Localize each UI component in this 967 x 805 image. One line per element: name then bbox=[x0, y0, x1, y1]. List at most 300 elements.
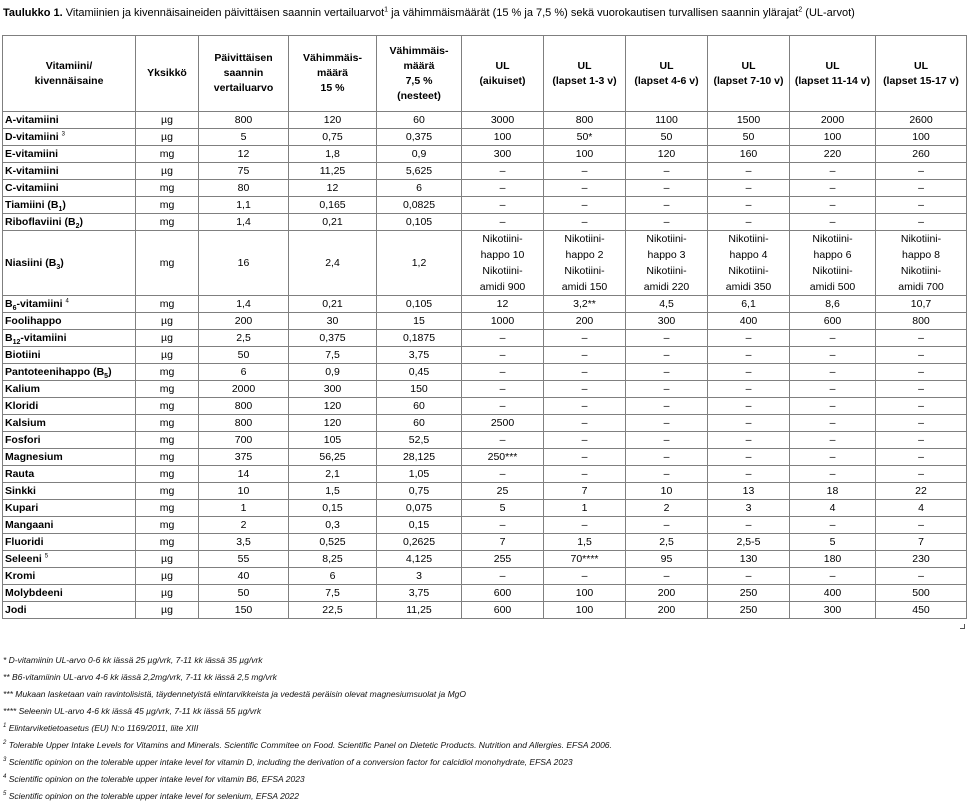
value-cell: 100 bbox=[544, 602, 626, 619]
unit-cell: mg bbox=[136, 231, 199, 296]
nutrient-name: Kloridi bbox=[5, 399, 39, 412]
unit-cell: µg bbox=[136, 602, 199, 619]
value-cell: 1000 bbox=[462, 313, 544, 330]
value-cell: 1,8 bbox=[289, 146, 377, 163]
column-header: Vähimmäis- määrä 7,5 % (nesteet) bbox=[377, 36, 462, 112]
value-cell: 2,1 bbox=[289, 466, 377, 483]
table-row bbox=[3, 129, 967, 146]
caption-label: Taulukko 1. bbox=[3, 7, 63, 19]
value-cell: 0,2625 bbox=[377, 534, 462, 551]
footnote bbox=[3, 754, 963, 771]
table-row bbox=[3, 534, 967, 551]
value-cell: – bbox=[876, 364, 967, 381]
value-cell: 300 bbox=[626, 313, 708, 330]
value-cell: – bbox=[626, 347, 708, 364]
table-row bbox=[3, 551, 967, 568]
column-header: UL (lapset 15-17 v) bbox=[876, 36, 967, 112]
value-cell: 60 bbox=[377, 415, 462, 432]
value-cell: – bbox=[876, 197, 967, 214]
unit-cell: µg bbox=[136, 551, 199, 568]
nutrient-table-container bbox=[2, 35, 967, 619]
value-cell: 25 bbox=[462, 483, 544, 500]
table-row bbox=[3, 214, 967, 231]
value-cell: 18 bbox=[790, 483, 876, 500]
footnote-number: 5 bbox=[3, 791, 7, 798]
footnote bbox=[3, 771, 963, 788]
nutrient-name-cell bbox=[3, 398, 136, 415]
value-cell: 70**** bbox=[544, 551, 626, 568]
table-row bbox=[3, 449, 967, 466]
nutrient-subscript: 12 bbox=[12, 338, 21, 346]
value-cell: 400 bbox=[790, 585, 876, 602]
nutrient-name-cell bbox=[3, 197, 136, 214]
footnote bbox=[3, 703, 963, 720]
nutrient-name: Magnesium bbox=[5, 450, 63, 463]
value-cell: 0,0825 bbox=[377, 197, 462, 214]
footnote-number: 4 bbox=[3, 774, 7, 781]
value-cell: – bbox=[544, 568, 626, 585]
value-cell: 0,075 bbox=[377, 500, 462, 517]
value-cell: 3 bbox=[708, 500, 790, 517]
value-cell: 10 bbox=[199, 483, 289, 500]
nutrient-name-tail: ) bbox=[108, 365, 112, 378]
value-cell: 200 bbox=[626, 585, 708, 602]
value-cell: 800 bbox=[199, 415, 289, 432]
value-cell: 2,5 bbox=[626, 534, 708, 551]
value-cell: – bbox=[626, 180, 708, 197]
value-cell: 600 bbox=[462, 585, 544, 602]
nutrient-name-cell bbox=[3, 534, 136, 551]
table-row bbox=[3, 112, 967, 129]
value-cell: 800 bbox=[544, 112, 626, 129]
nutrient-name-cell bbox=[3, 180, 136, 197]
footnote-text: Scientific opinion on the tolerable upper intake level for vitamin D, including the derivation of a conversion factor for calcidiol monohydrate, EFSA 2023 bbox=[8, 757, 573, 767]
unit-cell: mg bbox=[136, 466, 199, 483]
value-cell: 1100 bbox=[626, 112, 708, 129]
value-cell: 120 bbox=[289, 415, 377, 432]
table-row bbox=[3, 517, 967, 534]
value-cell: – bbox=[708, 347, 790, 364]
value-cell: – bbox=[626, 197, 708, 214]
value-cell: – bbox=[544, 163, 626, 180]
unit-cell: µg bbox=[136, 112, 199, 129]
nutrient-name: Foolihappo bbox=[5, 314, 62, 327]
value-cell: 250*** bbox=[462, 449, 544, 466]
value-cell: 0,375 bbox=[377, 129, 462, 146]
footnote-text: Scientific opinion on the tolerable upper intake level for vitamin B6, EFSA 2023 bbox=[8, 774, 305, 784]
value-cell: 600 bbox=[462, 602, 544, 619]
unit-cell: µg bbox=[136, 585, 199, 602]
column-header: Vitamiini/ kivennäisaine bbox=[3, 36, 136, 112]
value-cell: 50 bbox=[199, 585, 289, 602]
value-cell: 6 bbox=[199, 364, 289, 381]
nutrient-name-cell bbox=[3, 466, 136, 483]
value-cell: – bbox=[790, 347, 876, 364]
unit-cell: mg bbox=[136, 534, 199, 551]
unit-cell: mg bbox=[136, 364, 199, 381]
unit-cell: mg bbox=[136, 197, 199, 214]
value-cell: 2000 bbox=[199, 381, 289, 398]
value-cell: 6 bbox=[377, 180, 462, 197]
nutrient-name-cell bbox=[3, 568, 136, 585]
value-cell: Nikotiini- happo 2 Nikotiini- amidi 150 bbox=[544, 231, 626, 296]
value-cell: 120 bbox=[626, 146, 708, 163]
value-cell: – bbox=[790, 381, 876, 398]
footnote-text: Tolerable Upper Intake Levels for Vitamins and Minerals. Scientific Commitee on Food. Scientific Panel on Dietetic Products. Nutrition and Allergies. EFSA 2006. bbox=[8, 740, 612, 750]
unit-cell: mg bbox=[136, 483, 199, 500]
value-cell: – bbox=[790, 449, 876, 466]
table-caption bbox=[3, 6, 963, 20]
nutrient-name-cell bbox=[3, 364, 136, 381]
value-cell: – bbox=[708, 364, 790, 381]
value-cell: 50 bbox=[199, 347, 289, 364]
footnote-ref: 3 bbox=[61, 131, 65, 138]
value-cell: 5 bbox=[462, 500, 544, 517]
column-header: Yksikkö bbox=[136, 36, 199, 112]
value-cell: 3000 bbox=[462, 112, 544, 129]
value-cell: 80 bbox=[199, 180, 289, 197]
value-cell: Nikotiini- happo 10 Nikotiini- amidi 900 bbox=[462, 231, 544, 296]
value-cell: – bbox=[462, 517, 544, 534]
value-cell: 1,1 bbox=[199, 197, 289, 214]
value-cell: – bbox=[544, 364, 626, 381]
value-cell: 40 bbox=[199, 568, 289, 585]
value-cell: 200 bbox=[199, 313, 289, 330]
nutrient-name: Fluoridi bbox=[5, 535, 44, 548]
value-cell: 105 bbox=[289, 432, 377, 449]
footnote-ref: 5 bbox=[44, 553, 49, 560]
table-row bbox=[3, 415, 967, 432]
nutrient-name: Rauta bbox=[5, 467, 35, 480]
value-cell: – bbox=[708, 415, 790, 432]
value-cell: 2 bbox=[626, 500, 708, 517]
footnote bbox=[3, 686, 963, 703]
unit-cell: mg bbox=[136, 517, 199, 534]
value-cell: 250 bbox=[708, 585, 790, 602]
value-cell: – bbox=[626, 568, 708, 585]
nutrient-name-tail: -vitamiini bbox=[20, 331, 67, 344]
value-cell: Nikotiini- happo 6 Nikotiini- amidi 500 bbox=[790, 231, 876, 296]
value-cell: 2,4 bbox=[289, 231, 377, 296]
value-cell: 7,5 bbox=[289, 347, 377, 364]
nutrient-name-tail: ) bbox=[60, 256, 64, 269]
value-cell: 120 bbox=[289, 112, 377, 129]
value-cell: 800 bbox=[876, 313, 967, 330]
value-cell: – bbox=[708, 398, 790, 415]
value-cell: – bbox=[790, 163, 876, 180]
value-cell: – bbox=[544, 180, 626, 197]
value-cell: – bbox=[876, 347, 967, 364]
value-cell: 2600 bbox=[876, 112, 967, 129]
nutrient-name-cell bbox=[3, 381, 136, 398]
value-cell: 3,5 bbox=[199, 534, 289, 551]
value-cell: 15 bbox=[377, 313, 462, 330]
table-row bbox=[3, 180, 967, 197]
value-cell: – bbox=[790, 197, 876, 214]
value-cell: – bbox=[790, 568, 876, 585]
nutrient-subscript: 6 bbox=[12, 304, 17, 312]
nutrient-name: Kalsium bbox=[5, 416, 46, 429]
value-cell: – bbox=[708, 180, 790, 197]
value-cell: – bbox=[790, 214, 876, 231]
value-cell: – bbox=[462, 197, 544, 214]
value-cell: 60 bbox=[377, 398, 462, 415]
value-cell: – bbox=[790, 398, 876, 415]
nutrient-name: Kalium bbox=[5, 382, 41, 395]
value-cell: 13 bbox=[708, 483, 790, 500]
value-cell: 400 bbox=[708, 313, 790, 330]
value-cell: 100 bbox=[876, 129, 967, 146]
value-cell: 180 bbox=[790, 551, 876, 568]
value-cell: – bbox=[790, 180, 876, 197]
nutrient-name: E-vitamiini bbox=[5, 147, 59, 160]
value-cell: 30 bbox=[289, 313, 377, 330]
nutrient-name-cell bbox=[3, 415, 136, 432]
unit-cell: mg bbox=[136, 296, 199, 313]
value-cell: 55 bbox=[199, 551, 289, 568]
value-cell: 800 bbox=[199, 398, 289, 415]
footnote-number: 1 bbox=[3, 723, 7, 730]
column-header: Päivittäisen saannin vertailuarvo bbox=[199, 36, 289, 112]
footnote bbox=[3, 788, 963, 805]
value-cell: 5,625 bbox=[377, 163, 462, 180]
nutrient-name-cell bbox=[3, 112, 136, 129]
value-cell: 200 bbox=[544, 313, 626, 330]
table-row bbox=[3, 585, 967, 602]
value-cell: 3,75 bbox=[377, 585, 462, 602]
value-cell: – bbox=[708, 197, 790, 214]
value-cell: 0,3 bbox=[289, 517, 377, 534]
value-cell: 1,4 bbox=[199, 214, 289, 231]
value-cell: – bbox=[544, 517, 626, 534]
value-cell: 14 bbox=[199, 466, 289, 483]
value-cell: 1,4 bbox=[199, 296, 289, 313]
value-cell: – bbox=[708, 517, 790, 534]
value-cell: 0,375 bbox=[289, 330, 377, 347]
value-cell: 95 bbox=[626, 551, 708, 568]
value-cell: – bbox=[876, 466, 967, 483]
value-cell: 0,9 bbox=[289, 364, 377, 381]
value-cell: Nikotiini- happo 8 Nikotiini- amidi 700 bbox=[876, 231, 967, 296]
unit-cell: µg bbox=[136, 313, 199, 330]
table-row bbox=[3, 500, 967, 517]
footnote-number: 2 bbox=[3, 740, 7, 747]
value-cell: – bbox=[626, 466, 708, 483]
value-cell: 7,5 bbox=[289, 585, 377, 602]
nutrient-name-tail: ) bbox=[62, 198, 66, 211]
value-cell: 1,5 bbox=[544, 534, 626, 551]
nutrient-name-cell bbox=[3, 483, 136, 500]
value-cell: 2,5-5 bbox=[708, 534, 790, 551]
value-cell: 0,21 bbox=[289, 214, 377, 231]
value-cell: 100 bbox=[790, 129, 876, 146]
footnote-text: ** B6-vitamiinin UL-arvo 4-6 kk iässä 2,2mg/vrk, 7-11 kk iässä 2,5 mg/vrk bbox=[3, 672, 277, 682]
value-cell: – bbox=[544, 214, 626, 231]
value-cell: – bbox=[544, 347, 626, 364]
value-cell: 4 bbox=[790, 500, 876, 517]
value-cell: 100 bbox=[462, 129, 544, 146]
value-cell: 500 bbox=[876, 585, 967, 602]
table-resize-handle[interactable] bbox=[960, 624, 965, 629]
value-cell: – bbox=[876, 163, 967, 180]
unit-cell: mg bbox=[136, 500, 199, 517]
nutrient-name: C-vitamiini bbox=[5, 181, 59, 194]
nutrient-table bbox=[2, 35, 967, 619]
value-cell: – bbox=[708, 449, 790, 466]
value-cell: – bbox=[708, 163, 790, 180]
unit-cell: mg bbox=[136, 398, 199, 415]
table-row bbox=[3, 602, 967, 619]
value-cell: – bbox=[462, 381, 544, 398]
value-cell: 600 bbox=[790, 313, 876, 330]
caption-text-3: (UL-arvot) bbox=[805, 7, 855, 19]
value-cell: 230 bbox=[876, 551, 967, 568]
value-cell: 6 bbox=[289, 568, 377, 585]
value-cell: 12 bbox=[289, 180, 377, 197]
unit-cell: µg bbox=[136, 568, 199, 585]
value-cell: 1,5 bbox=[289, 483, 377, 500]
value-cell: – bbox=[876, 517, 967, 534]
value-cell: – bbox=[544, 449, 626, 466]
value-cell: 52,5 bbox=[377, 432, 462, 449]
value-cell: 150 bbox=[377, 381, 462, 398]
value-cell: 4 bbox=[876, 500, 967, 517]
value-cell: 50 bbox=[626, 129, 708, 146]
value-cell: – bbox=[544, 197, 626, 214]
value-cell: 2000 bbox=[790, 112, 876, 129]
value-cell: – bbox=[708, 330, 790, 347]
value-cell: 800 bbox=[199, 112, 289, 129]
value-cell: – bbox=[790, 432, 876, 449]
value-cell: – bbox=[462, 347, 544, 364]
value-cell: 300 bbox=[289, 381, 377, 398]
nutrient-name: K-vitamiini bbox=[5, 164, 59, 177]
value-cell: – bbox=[876, 180, 967, 197]
caption-text-1: Vitamiinien ja kivennäisaineiden päivittäisen saannin vertailuarvot bbox=[65, 7, 385, 19]
nutrient-name-cell bbox=[3, 517, 136, 534]
table-row bbox=[3, 146, 967, 163]
value-cell: – bbox=[876, 568, 967, 585]
nutrient-name-cell bbox=[3, 585, 136, 602]
value-cell: 375 bbox=[199, 449, 289, 466]
value-cell: 0,75 bbox=[289, 129, 377, 146]
value-cell: 0,45 bbox=[377, 364, 462, 381]
footnote bbox=[3, 720, 963, 737]
unit-cell: µg bbox=[136, 347, 199, 364]
value-cell: 1 bbox=[199, 500, 289, 517]
table-header-row bbox=[3, 36, 967, 112]
footnote-text: Elintarviketietoasetus (EU) N:o 1169/2011, liite XIII bbox=[8, 723, 199, 733]
nutrient-name-cell bbox=[3, 500, 136, 517]
value-cell: 11,25 bbox=[377, 602, 462, 619]
table-row bbox=[3, 296, 967, 313]
value-cell: 150 bbox=[199, 602, 289, 619]
unit-cell: mg bbox=[136, 180, 199, 197]
value-cell: – bbox=[462, 398, 544, 415]
value-cell: 11,25 bbox=[289, 163, 377, 180]
value-cell: 160 bbox=[708, 146, 790, 163]
nutrient-name: Riboflaviini (B bbox=[5, 215, 76, 228]
value-cell: 0,75 bbox=[377, 483, 462, 500]
unit-cell: µg bbox=[136, 163, 199, 180]
value-cell: – bbox=[708, 381, 790, 398]
value-cell: 100 bbox=[544, 146, 626, 163]
unit-cell: mg bbox=[136, 381, 199, 398]
value-cell: – bbox=[790, 415, 876, 432]
value-cell: 7 bbox=[544, 483, 626, 500]
value-cell: 22,5 bbox=[289, 602, 377, 619]
table-row bbox=[3, 231, 967, 296]
value-cell: – bbox=[544, 415, 626, 432]
value-cell: 6,1 bbox=[708, 296, 790, 313]
value-cell: 28,125 bbox=[377, 449, 462, 466]
footnote bbox=[3, 669, 963, 686]
value-cell: – bbox=[790, 330, 876, 347]
table-row bbox=[3, 313, 967, 330]
value-cell: 8,6 bbox=[790, 296, 876, 313]
table-row bbox=[3, 163, 967, 180]
value-cell: – bbox=[876, 415, 967, 432]
unit-cell: mg bbox=[136, 415, 199, 432]
unit-cell: mg bbox=[136, 146, 199, 163]
nutrient-name-cell bbox=[3, 313, 136, 330]
value-cell: – bbox=[626, 381, 708, 398]
value-cell: 10,7 bbox=[876, 296, 967, 313]
value-cell: 220 bbox=[790, 146, 876, 163]
nutrient-subscript: 2 bbox=[75, 222, 80, 230]
table-row bbox=[3, 381, 967, 398]
value-cell: Nikotiini- happo 4 Nikotiini- amidi 350 bbox=[708, 231, 790, 296]
value-cell: – bbox=[790, 466, 876, 483]
column-header: Vähimmäis- määrä 15 % bbox=[289, 36, 377, 112]
table-row bbox=[3, 330, 967, 347]
caption-sup-2: 2 bbox=[798, 6, 803, 14]
value-cell: 250 bbox=[708, 602, 790, 619]
value-cell: – bbox=[544, 466, 626, 483]
value-cell: – bbox=[544, 432, 626, 449]
value-cell: – bbox=[462, 180, 544, 197]
value-cell: 700 bbox=[199, 432, 289, 449]
value-cell: – bbox=[626, 330, 708, 347]
value-cell: – bbox=[626, 398, 708, 415]
footnotes bbox=[3, 652, 963, 805]
value-cell: 260 bbox=[876, 146, 967, 163]
value-cell: 300 bbox=[462, 146, 544, 163]
nutrient-name: D-vitamiini bbox=[5, 130, 59, 143]
value-cell: – bbox=[626, 214, 708, 231]
nutrient-name-cell bbox=[3, 129, 136, 146]
table-body bbox=[3, 112, 967, 619]
column-header: UL (lapset 4-6 v) bbox=[626, 36, 708, 112]
footnote-ref: 4 bbox=[65, 298, 69, 305]
value-cell: – bbox=[462, 163, 544, 180]
value-cell: – bbox=[876, 214, 967, 231]
value-cell: 450 bbox=[876, 602, 967, 619]
nutrient-name-cell bbox=[3, 330, 136, 347]
value-cell: 16 bbox=[199, 231, 289, 296]
nutrient-name-tail: -vitamiini bbox=[16, 297, 63, 310]
value-cell: 0,1875 bbox=[377, 330, 462, 347]
nutrient-name-cell bbox=[3, 214, 136, 231]
value-cell: 130 bbox=[708, 551, 790, 568]
value-cell: 56,25 bbox=[289, 449, 377, 466]
nutrient-subscript: 3 bbox=[56, 263, 61, 271]
nutrient-name-cell bbox=[3, 231, 136, 296]
value-cell: 8,25 bbox=[289, 551, 377, 568]
footnote bbox=[3, 737, 963, 754]
table-row bbox=[3, 432, 967, 449]
value-cell: 0,15 bbox=[289, 500, 377, 517]
